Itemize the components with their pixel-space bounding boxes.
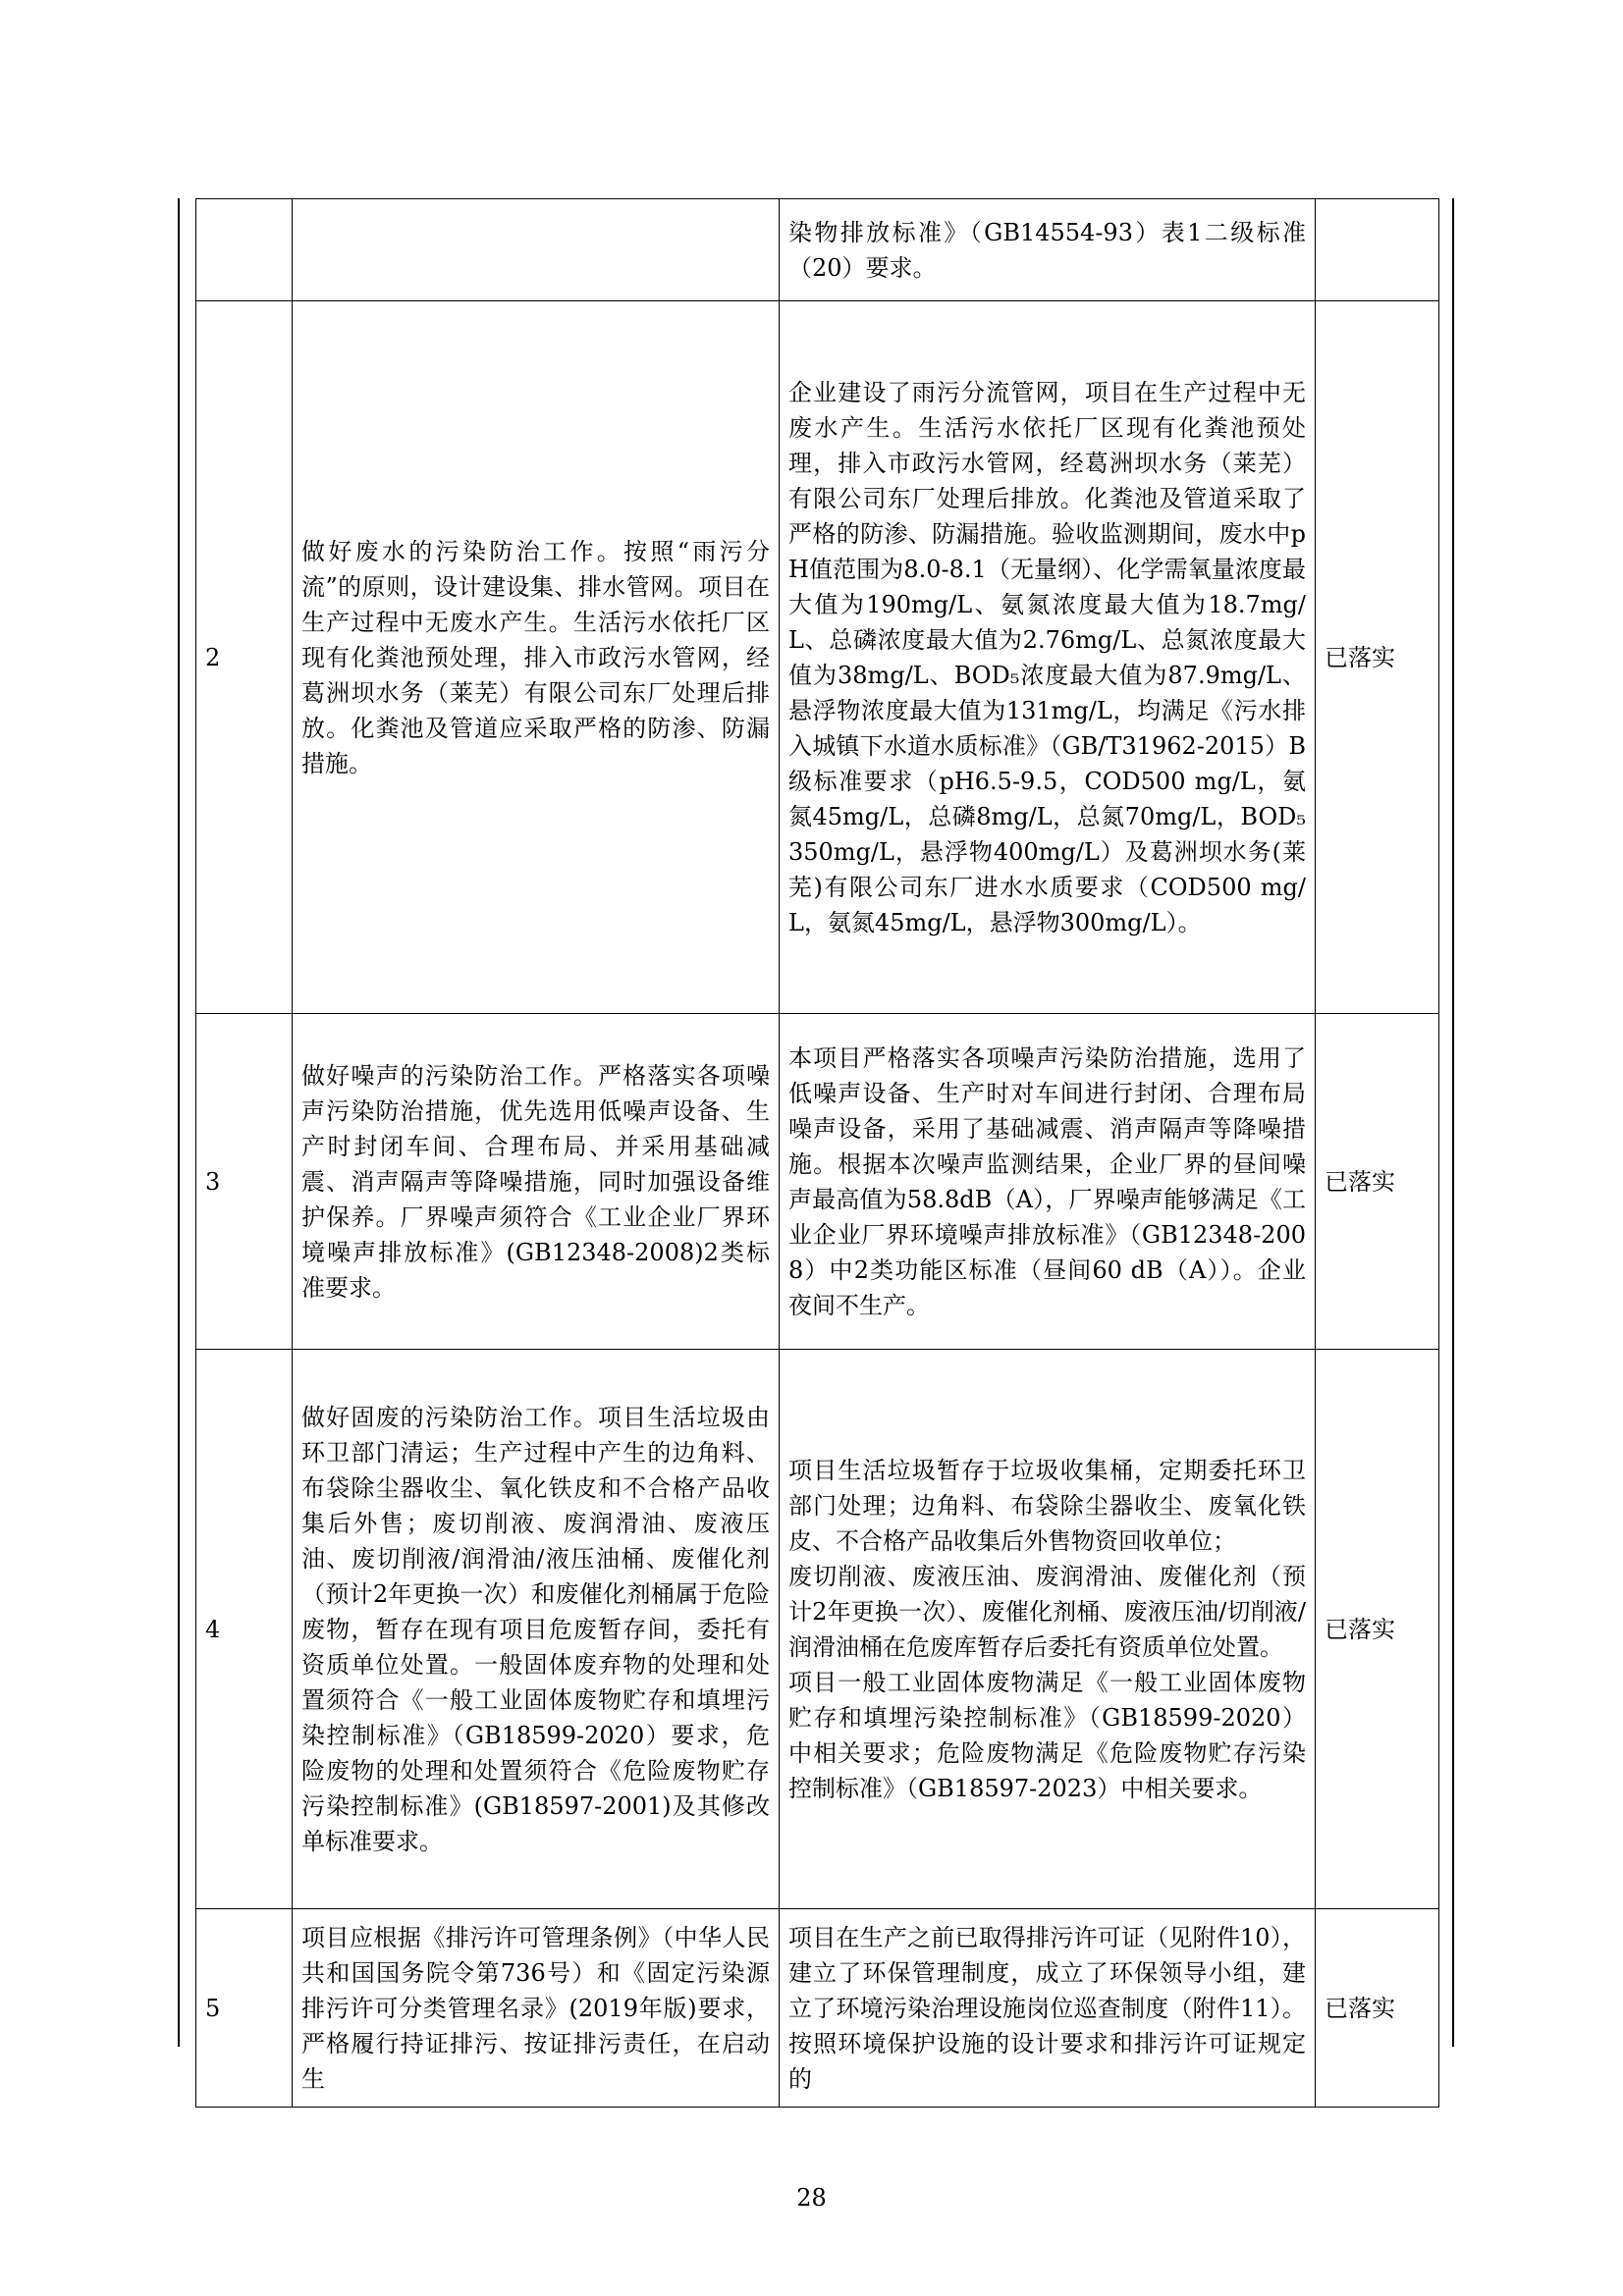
acceptance-table bbox=[195, 198, 1439, 2108]
implementation-cell: 企业建设了雨污分流管网，项目在生产过程中无废水产生。生活污水依托厂区现有化粪池预处理，排入市政污水管网，经葛洲坝水务（莱芜）有限公司东厂处理后排放。化粪池及管道采取了严格的防渗、防漏措施。验收监测期间，废水中pH值范围为8.0-8.1（无量纲）、化学需氧量浓度最大值为190mg/L、氨氮浓度最大值为18.7mg/L、总磷浓度最大值为2.76mg/L、总氮浓度最大值为38mg/L、BOD₅浓度最大值为87.9mg/L、悬浮物浓度最大值为131mg/L，均满足《污水排入城镇下水道水质标准》（GB/T31962-2015）B级标准要求（pH6.5-9.5，COD500 mg/L，氨氮45mg/L，总磷8mg/L，总氮70mg/L，BOD₅350mg/L，悬浮物400mg/L）及葛洲坝水务(莱芜)有限公司东厂进水水质要求（COD500 mg/L，氨氮45mg/L，悬浮物300mg/L）。 bbox=[780, 301, 1316, 1014]
page-number: 28 bbox=[796, 2184, 827, 2212]
status-cell: 已落实 bbox=[1316, 1014, 1439, 1350]
implementation-cell: 项目在生产之前已取得排污许可证（见附件10），建立了环保管理制度，成立了环保领导小组，建立了环境污染治理设施岗位巡查制度（附件11）。按照环境保护设施的设计要求和排污许可证规定的 bbox=[780, 1909, 1316, 2108]
row-number: 5 bbox=[196, 1909, 293, 2108]
status-cell bbox=[1316, 199, 1439, 301]
table-row bbox=[196, 1909, 1439, 2108]
requirement-cell: 项目应根据《排污许可管理条例》（中华人民共和国国务院令第736号）和《固定污染源排污许可分类管理名录》(2019年版)要求，严格履行持证排污、按证排污责任，在启动生 bbox=[293, 1909, 780, 2108]
table-row bbox=[196, 1014, 1439, 1350]
row-number: 4 bbox=[196, 1350, 293, 1909]
row-number: 3 bbox=[196, 1014, 293, 1350]
status-cell: 已落实 bbox=[1316, 1909, 1439, 2108]
requirement-cell bbox=[293, 199, 780, 301]
status-cell: 已落实 bbox=[1316, 301, 1439, 1014]
status-cell: 已落实 bbox=[1316, 1350, 1439, 1909]
implementation-cell: 本项目严格落实各项噪声污染防治措施，选用了低噪声设备、生产时对车间进行封闭、合理布局噪声设备，采用了基础减震、消声隔声等降噪措施。根据本次噪声监测结果，企业厂界的昼间噪声最高值为58.8dB（A），厂界噪声能够满足《工业企业厂界环境噪声排放标准》（GB12348-2008）中2类功能区标准（昼间60 dB（A））。企业夜间不生产。 bbox=[780, 1014, 1316, 1350]
implementation-cell: 染物排放标准》（GB14554-93）表1二级标准（20）要求。 bbox=[780, 199, 1316, 301]
requirement-cell: 做好噪声的污染防治工作。严格落实各项噪声污染防治措施，优先选用低噪声设备、生产时封闭车间、合理布局、并采用基础减震、消声隔声等降噪措施，同时加强设备维护保养。厂界噪声须符合《工业企业厂界环境噪声排放标准》(GB12348-2008)2类标准要求。 bbox=[293, 1014, 780, 1350]
implementation-cell: 项目生活垃圾暂存于垃圾收集桶，定期委托环卫部门处理；边角料、布袋除尘器收尘、废氧化铁皮、不合格产品收集后外售物资回收单位； 废切削液、废液压油、废润滑油、废催化剂（预计2年更换一次）、废催化剂桶、废液压油/切削液/润滑油桶在危废库暂存后委托有资质单位处置。 项目一般工业固体废物满足《一般工业固体废物贮存和填埋污染控制标准》（GB18599-2020）中相关要求；危险废物满足《危险废物贮存污染控制标准》（GB18597-2023）中相关要求。 bbox=[780, 1350, 1316, 1909]
row-number bbox=[196, 199, 293, 301]
table-row bbox=[196, 199, 1439, 301]
table-row bbox=[196, 1350, 1439, 1909]
requirement-cell: 做好固废的污染防治工作。项目生活垃圾由环卫部门清运；生产过程中产生的边角料、布袋除尘器收尘、氧化铁皮和不合格产品收集后外售；废切削液、废润滑油、废液压油、废切削液/润滑油/液压油桶、废催化剂（预计2年更换一次）和废催化剂桶属于危险废物，暂存在现有项目危废暂存间，委托有资质单位处置。一般固体废弃物的处理和处置须符合《一般工业固体废物贮存和填埋污染控制标准》（GB18599-2020）要求，危险废物的处理和处置须符合《危险废物贮存污染控制标准》(GB18597-2001)及其修改单标准要求。 bbox=[293, 1350, 780, 1909]
row-number: 2 bbox=[196, 301, 293, 1014]
table-row bbox=[196, 301, 1439, 1014]
requirement-cell: 做好废水的污染防治工作。按照“雨污分流”的原则，设计建设集、排水管网。项目在生产过程中无废水产生。生活污水依托厂区现有化粪池预处理，排入市政污水管网，经葛洲坝水务（莱芜）有限公司东厂处理后排放。化粪池及管道应采取严格的防渗、防漏措施。 bbox=[293, 301, 780, 1014]
